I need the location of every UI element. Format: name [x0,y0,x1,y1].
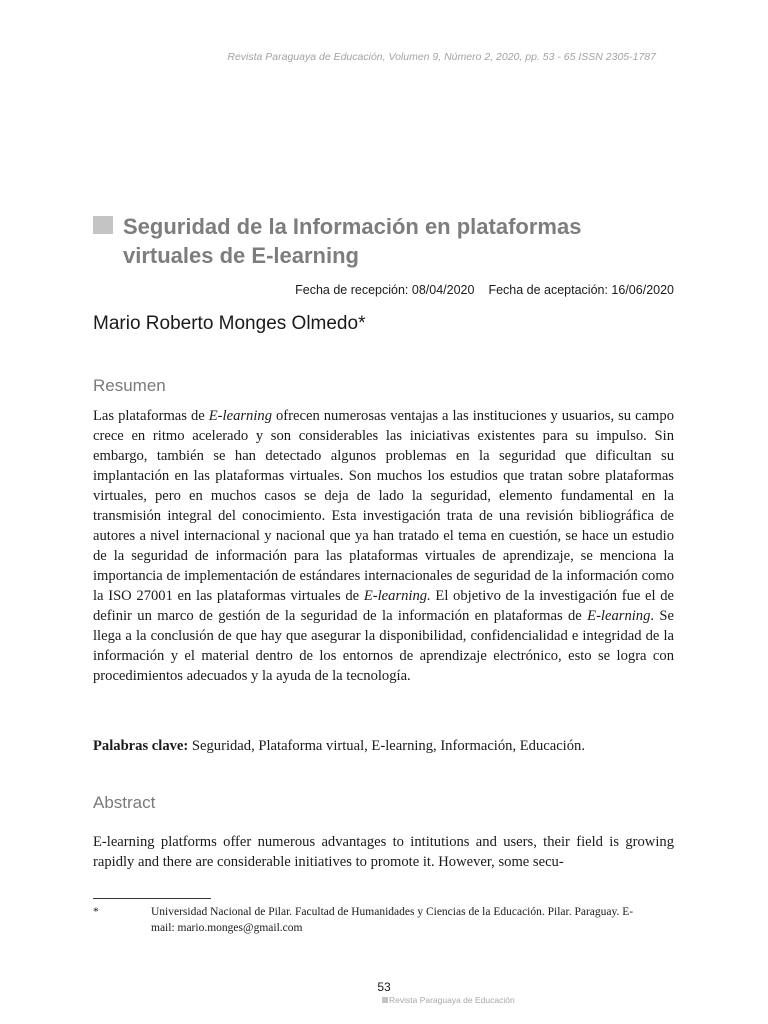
resumen-em-c: E-learning [587,608,651,624]
title-line-2: virtuales de E-learning [123,243,359,268]
article-title [93,212,683,270]
running-header: Revista Paraguaya de Educación, Volumen 9, Número 2, 2020, pp. 53 - 65 ISSN 2305-1787 [227,51,656,63]
title-line-1: Seguridad de la Información en plataformas [123,214,582,239]
keywords-paragraph [93,736,674,756]
resumen-text-d: . Se llega a la conclusión de que hay que asegurar la disponibilidad, confidencialidad e integridad de la información y el material dentro de los entornos de aprendizaje electrónico, esto se logra con procedimientos adecuados y la ayuda de la tecnología. [93,608,675,684]
resumen-em-b: E-learning. [363,588,431,604]
author-name: Mario Roberto Monges Olmedo* [93,313,366,334]
page-number: 53 [377,980,391,994]
resumen-heading: Resumen [93,376,166,395]
resumen-em-a: E-learning [208,408,272,424]
abstract-paragraph: E-learning platforms offer numerous advantages to intitutions and users, their field is growing rapidly and there are considerable initiatives to promote it. However, some secu- [93,834,674,870]
footnote-divider [93,898,211,899]
keywords-label: Palabras clave: [93,738,189,754]
title-text [123,212,683,270]
resumen-text-a: Las plataformas de [93,408,209,424]
footnote-text: Universidad Nacional de Pilar. Facultad de Humanidades y Ciencias de la Educación. Pilar. Paraguay. E-mail: mario.monges@gmail.com [151,906,634,934]
footnote-mark: * [93,906,99,918]
accepted-date: Fecha de aceptación: 16/06/2020 [488,283,674,297]
publication-dates [0,283,674,297]
footer-journal [382,995,515,1005]
received-date: Fecha de recepción: 08/04/2020 [295,283,475,297]
footer-square-icon [382,997,388,1003]
resumen-text-c: El objetivo de la investigación fue el de definir un marco de gestión de la seguridad de la información en plataformas de [93,588,674,624]
title-square-icon [93,216,113,234]
footer-journal-name: Revista Paraguaya de Educación [389,995,515,1005]
resumen-text-b: ofrecen numerosas ventajas a las instituciones y usuarios, su campo crece en ritmo acelerado y son considerables las iniciativas existentes para su impulso. Sin embargo, también se han detectado algunos problemas en la seguridad que dificultan su implantación en las plataformas virtuales. Son muchos los estudios que tratan sobre plataformas virtuales, pero en muchos casos se deja de lado la seguridad, elemento fundamental en la transmisión integral del conocimiento. Esta investigación trata de una revisión bibliográfica de autores a nivel internacional y nacional que ya han tratado el tema en cuestión, se hace un estudio de la seguridad de información para las plataformas virtuales de aprendizaje, se menciona la importancia de implementación de estándares internacionales de seguridad de la información como la ISO 27001 en las plataformas virtuales de [93,408,674,604]
footnote [93,904,638,936]
keywords-text: Seguridad, Plataforma virtual, E-learning, Información, Educación. [188,738,585,754]
abstract-heading: Abstract [93,793,156,812]
resumen-paragraph [93,406,674,686]
